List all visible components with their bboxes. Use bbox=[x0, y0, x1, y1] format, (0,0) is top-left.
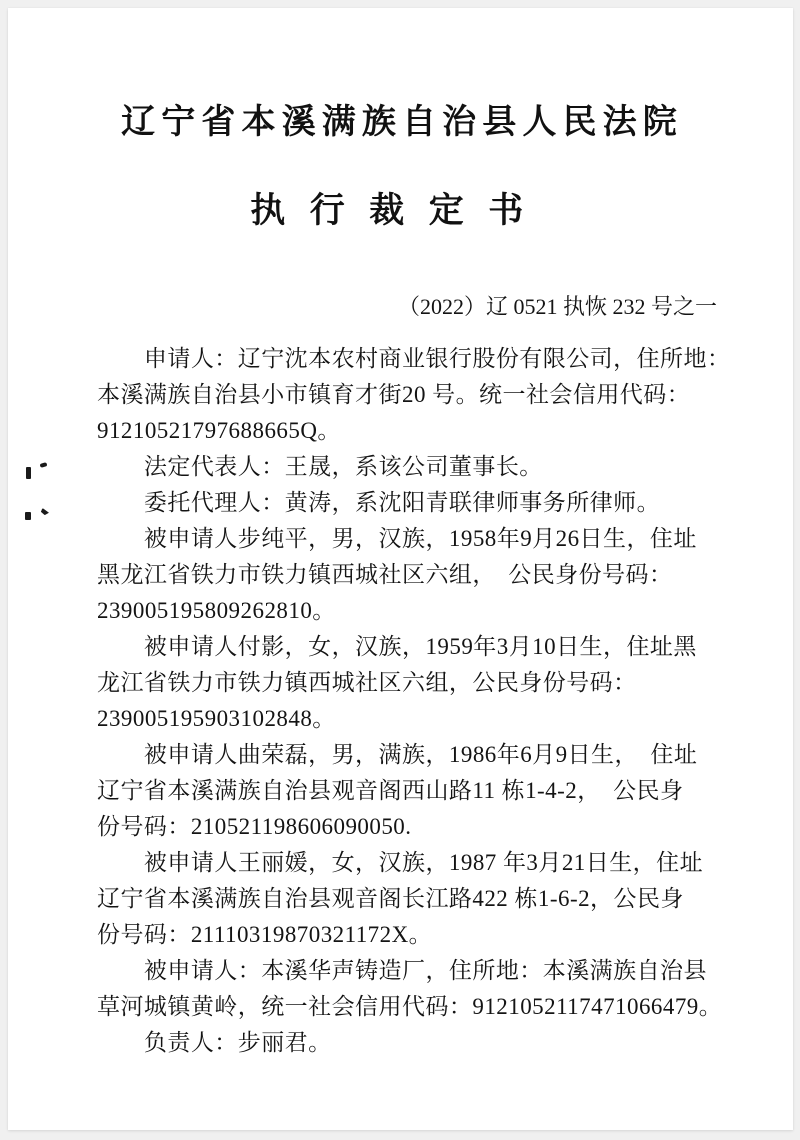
body-line: 239005195903102848。 bbox=[97, 706, 336, 731]
scan-speck-icon bbox=[26, 467, 31, 479]
body-line: 申请人：辽宁沈本农村商业银行股份有限公司，住所地： bbox=[97, 346, 731, 371]
court-name-heading: 辽宁省本溪满族自治县人民法院 bbox=[121, 104, 683, 141]
document-body bbox=[97, 341, 731, 1061]
body-line: 委托代理人：黄涛，系沈阳青联律师事务所律师。 bbox=[97, 490, 661, 515]
body-line: 份号码：210521198606090050. bbox=[97, 814, 412, 839]
scan-speck-icon bbox=[25, 512, 31, 520]
scan-speck-icon bbox=[40, 508, 50, 516]
body-line: 法定代表人：王晟，系该公司董事长。 bbox=[97, 454, 543, 479]
body-line: 本溪满族自治县小市镇育才街20 号。统一社会信用代码： bbox=[97, 382, 691, 407]
body-line: 辽宁省本溪满族自治县观音阁长江路422 栋1-6-2，公民身 bbox=[97, 886, 684, 911]
body-line: 黑龙江省铁力市铁力镇西城社区六组， 公民身份号码： bbox=[97, 562, 673, 587]
body-line: 239005195809262810。 bbox=[97, 598, 336, 623]
body-line: 被申请人王丽媛，女，汉族，1987 年3月21日生，住址 bbox=[97, 850, 704, 875]
body-line: 辽宁省本溪满族自治县观音阁西山路11 栋1-4-2， 公民身 bbox=[97, 778, 684, 803]
document-page bbox=[8, 8, 793, 1130]
body-line: 被申请人步纯平，男，汉族，1958年9月26日生，住址 bbox=[97, 526, 697, 551]
body-line: 被申请人曲荣磊，男，满族，1986年6月9日生， 住址 bbox=[97, 742, 698, 767]
body-line: 草河城镇黄岭，统一社会信用代码：9121052117471066479。 bbox=[97, 994, 723, 1019]
body-line: 被申请人付影，女，汉族，1959年3月10日生，住址黑 bbox=[97, 634, 697, 659]
body-line: 91210521797688665Q。 bbox=[97, 418, 341, 443]
body-line: 负责人：步丽君。 bbox=[97, 1030, 332, 1055]
case-number: （2022）辽 0521 执恢 232 号之一 bbox=[397, 294, 717, 319]
body-line: 龙江省铁力市铁力镇西城社区六组，公民身份号码： bbox=[97, 670, 637, 695]
scan-speck-icon bbox=[40, 462, 48, 468]
document-type-heading: 执行裁定书 bbox=[250, 191, 548, 230]
body-line: 被申请人：本溪华声铸造厂，住所地：本溪满族自治县 bbox=[97, 958, 707, 983]
body-line: 份号码：21110319870321172X。 bbox=[97, 922, 433, 947]
